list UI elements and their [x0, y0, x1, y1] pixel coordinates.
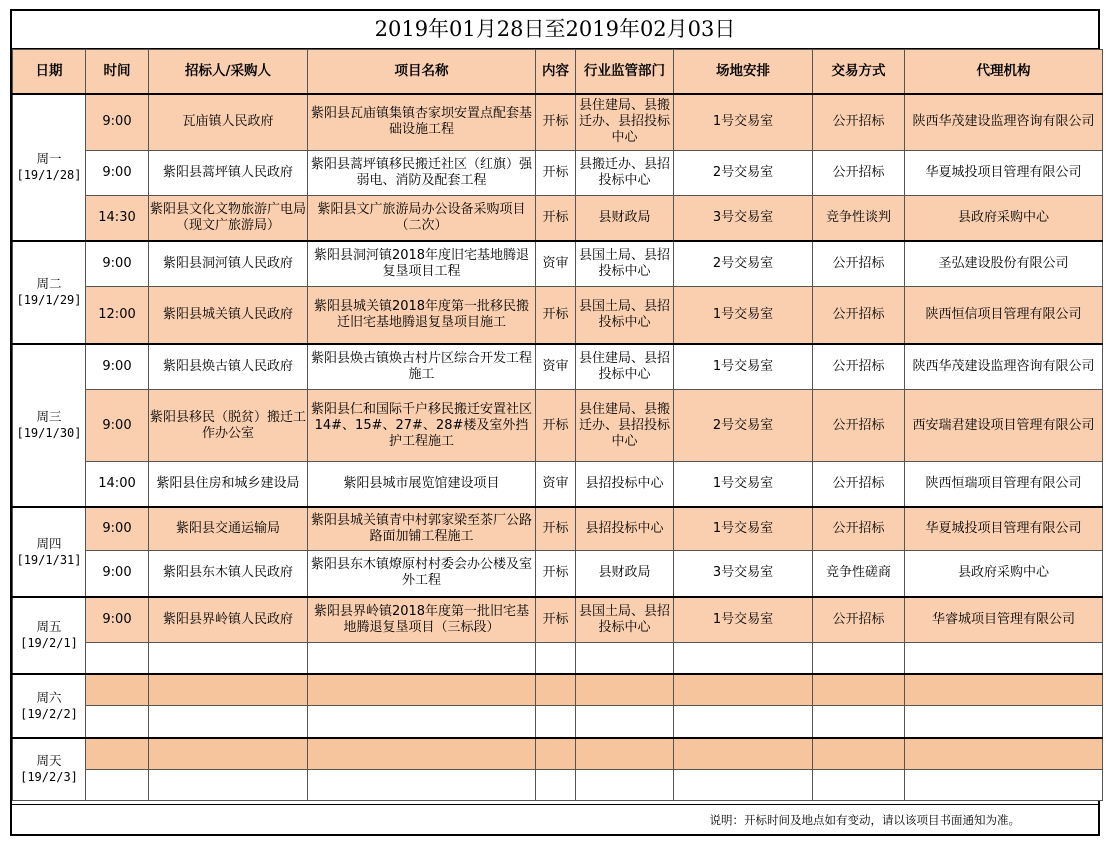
- header-content: 内容: [536, 50, 576, 94]
- header-time: 时间: [86, 50, 149, 94]
- cell-venue: 1号交易室: [674, 597, 813, 643]
- table-row: [13, 344, 1103, 390]
- day-date: [19/2/3]: [20, 770, 78, 785]
- cell-project: 紫阳县文广旅游局办公设备采购项目（二次）: [308, 196, 536, 241]
- cell-content: 资审: [536, 462, 576, 507]
- cell-buyer: 紫阳县城关镇人民政府: [149, 287, 308, 344]
- cell-venue: 1号交易室: [674, 344, 813, 390]
- cell-project: 紫阳县洞河镇2018年度旧宅基地腾退复垦项目工程: [308, 241, 536, 287]
- table-row-empty: [13, 706, 1103, 738]
- header-row: [13, 50, 1103, 94]
- cell-buyer: 紫阳县焕古镇人民政府: [149, 344, 308, 390]
- cell-project: 紫阳县东木镇燎原村村委会办公楼及室外工程: [308, 551, 536, 597]
- header-project: 项目名称: [308, 50, 536, 94]
- header-buyer: 招标人/采购人: [149, 50, 308, 94]
- cell-time: 9:00: [86, 344, 149, 390]
- cell-time: 9:00: [86, 94, 149, 151]
- cell-content: 开标: [536, 94, 576, 151]
- day-name: 周三: [36, 409, 62, 424]
- cell-project: 紫阳县仁和国际千户移民搬迁安置社区14#、15#、27#、28#楼及室外挡护工程施工: [308, 390, 536, 462]
- cell-venue: 2号交易室: [674, 241, 813, 287]
- day-cell-sat: [13, 674, 86, 738]
- cell-dept: 县搬迁办、县招投标中心: [576, 151, 674, 196]
- cell-venue: 1号交易室: [674, 507, 813, 551]
- cell-content: 开标: [536, 551, 576, 597]
- cell-agency: 陕西恒瑞项目管理有限公司: [905, 462, 1103, 507]
- schedule-table: [12, 49, 1103, 801]
- table-row: [13, 551, 1103, 597]
- header-venue: 场地安排: [674, 50, 813, 94]
- page-title: 2019年01月28日至2019年02月03日: [12, 11, 1098, 49]
- cell-method: 竞争性谈判: [813, 196, 905, 241]
- cell-time: 9:00: [86, 507, 149, 551]
- table-row: [13, 287, 1103, 344]
- footnote: 说明：开标时间及地点如有变动，请以该项目书面通知为准。: [12, 804, 1098, 834]
- cell-method: 公开招标: [813, 287, 905, 344]
- day-cell-tue: [13, 241, 86, 344]
- day-date: [19/2/1]: [20, 636, 78, 650]
- cell-method: 公开招标: [813, 390, 905, 462]
- cell-method: 公开招标: [813, 151, 905, 196]
- cell-content: 开标: [536, 597, 576, 643]
- header-agency: 代理机构: [905, 50, 1103, 94]
- cell-dept: 县住建局、县搬迁办、县招投标中心: [576, 94, 674, 151]
- cell-dept: 县住建局、县搬迁办、县招投标中心: [576, 390, 674, 462]
- cell-time: 14:30: [86, 196, 149, 241]
- cell-dept: 县招投标中心: [576, 462, 674, 507]
- cell-project: 紫阳县城关镇2018年度第一批移民搬迁旧宅基地腾退复垦项目施工: [308, 287, 536, 344]
- table-row-empty: [13, 770, 1103, 801]
- cell-buyer: 紫阳县文化文物旅游广电局（现文广旅游局）: [149, 196, 308, 241]
- cell-method: 公开招标: [813, 597, 905, 643]
- cell-time: 9:00: [86, 390, 149, 462]
- day-cell-thu: [13, 507, 86, 597]
- cell-time: 9:00: [86, 241, 149, 287]
- table-row: [13, 151, 1103, 196]
- cell-project: 紫阳县蒿坪镇移民搬迁社区（红旗）强弱电、消防及配套工程: [308, 151, 536, 196]
- header-date: 日期: [13, 50, 86, 94]
- day-date: [19/1/28]: [16, 168, 82, 182]
- cell-time: 14:00: [86, 462, 149, 507]
- cell-agency: 县政府采购中心: [905, 196, 1103, 241]
- header-method: 交易方式: [813, 50, 905, 94]
- cell-project: 紫阳县界岭镇2018年度第一批旧宅基地腾退复垦项目（三标段）: [308, 597, 536, 643]
- cell-method: 公开招标: [813, 344, 905, 390]
- cell-agency: 华夏城投项目管理有限公司: [905, 151, 1103, 196]
- cell-agency: 华睿城项目管理有限公司: [905, 597, 1103, 643]
- cell-dept: 县国土局、县招投标中心: [576, 287, 674, 344]
- cell-buyer: 紫阳县交通运输局: [149, 507, 308, 551]
- table-row-empty: [13, 738, 1103, 770]
- cell-method: 公开招标: [813, 94, 905, 151]
- table-row: [13, 241, 1103, 287]
- cell-agency: 陕西华茂建设监理咨询有限公司: [905, 344, 1103, 390]
- schedule-sheet: [10, 9, 1100, 836]
- cell-content: 开标: [536, 151, 576, 196]
- cell-buyer: 紫阳县移民（脱贫）搬迁工作办公室: [149, 390, 308, 462]
- cell-project: 紫阳县焕古镇焕古村片区综合开发工程施工: [308, 344, 536, 390]
- cell-agency: 圣弘建设股份有限公司: [905, 241, 1103, 287]
- cell-agency: 西安瑞君建设项目管理有限公司: [905, 390, 1103, 462]
- day-name: 周四: [36, 535, 62, 551]
- day-date: [19/1/29]: [16, 293, 82, 307]
- cell-dept: 县招投标中心: [576, 507, 674, 551]
- cell-time: 12:00: [86, 287, 149, 344]
- cell-method: 公开招标: [813, 241, 905, 287]
- day-cell-mon: [13, 94, 86, 241]
- cell-content: 开标: [536, 507, 576, 551]
- cell-buyer: 紫阳县住房和城乡建设局: [149, 462, 308, 507]
- cell-content: 开标: [536, 196, 576, 241]
- cell-project: 紫阳县城关镇青中村郭家梁至茶厂公路路面加铺工程施工: [308, 507, 536, 551]
- day-name: 周六: [36, 689, 62, 705]
- cell-venue: 1号交易室: [674, 287, 813, 344]
- day-name: 周天: [36, 753, 62, 769]
- cell-venue: 1号交易室: [674, 462, 813, 507]
- cell-method: 竞争性磋商: [813, 551, 905, 597]
- table-row: [13, 462, 1103, 507]
- cell-project: 紫阳县城市展览馆建设项目: [308, 462, 536, 507]
- header-dept: 行业监管部门: [576, 50, 674, 94]
- table-row: [13, 196, 1103, 241]
- table-row: [13, 94, 1103, 151]
- cell-content: 资审: [536, 344, 576, 390]
- cell-venue: 3号交易室: [674, 551, 813, 597]
- cell-content: 开标: [536, 287, 576, 344]
- cell-content: 开标: [536, 390, 576, 462]
- cell-dept: 县国土局、县招投标中心: [576, 241, 674, 287]
- cell-dept: 县财政局: [576, 196, 674, 241]
- cell-dept: 县财政局: [576, 551, 674, 597]
- day-name: 周一: [36, 151, 62, 166]
- table-row-empty: [13, 643, 1103, 674]
- cell-time: 9:00: [86, 551, 149, 597]
- cell-buyer: 瓦庙镇人民政府: [149, 94, 308, 151]
- day-cell-wed: [13, 344, 86, 507]
- cell-method: 公开招标: [813, 507, 905, 551]
- day-date: [19/2/2]: [20, 706, 78, 721]
- table-row: [13, 597, 1103, 643]
- cell-method: 公开招标: [813, 462, 905, 507]
- cell-agency: 华夏城投项目管理有限公司: [905, 507, 1103, 551]
- cell-buyer: 紫阳县界岭镇人民政府: [149, 597, 308, 643]
- day-name: 周二: [36, 276, 62, 291]
- cell-dept: 县住建局、县招投标中心: [576, 344, 674, 390]
- day-date: [19/1/31]: [16, 552, 82, 567]
- cell-agency: 县政府采购中心: [905, 551, 1103, 597]
- cell-project: 紫阳县瓦庙镇集镇杏家坝安置点配套基础设施工程: [308, 94, 536, 151]
- day-cell-sun: [13, 738, 86, 801]
- cell-time: 9:00: [86, 151, 149, 196]
- cell-content: 资审: [536, 241, 576, 287]
- day-cell-fri: [13, 597, 86, 674]
- cell-agency: 陕西恒信项目管理有限公司: [905, 287, 1103, 344]
- day-name: 周五: [36, 619, 62, 634]
- cell-buyer: 紫阳县东木镇人民政府: [149, 551, 308, 597]
- day-date: [19/1/30]: [16, 426, 82, 440]
- cell-time: 9:00: [86, 597, 149, 643]
- cell-venue: 3号交易室: [674, 196, 813, 241]
- cell-agency: 陕西华茂建设监理咨询有限公司: [905, 94, 1103, 151]
- cell-buyer: 紫阳县洞河镇人民政府: [149, 241, 308, 287]
- table-row: [13, 507, 1103, 551]
- cell-venue: 1号交易室: [674, 94, 813, 151]
- cell-venue: 2号交易室: [674, 390, 813, 462]
- cell-venue: 2号交易室: [674, 151, 813, 196]
- cell-buyer: 紫阳县蒿坪镇人民政府: [149, 151, 308, 196]
- table-row: [13, 390, 1103, 462]
- cell-dept: 县国土局、县招投标中心: [576, 597, 674, 643]
- table-row-empty: [13, 674, 1103, 706]
